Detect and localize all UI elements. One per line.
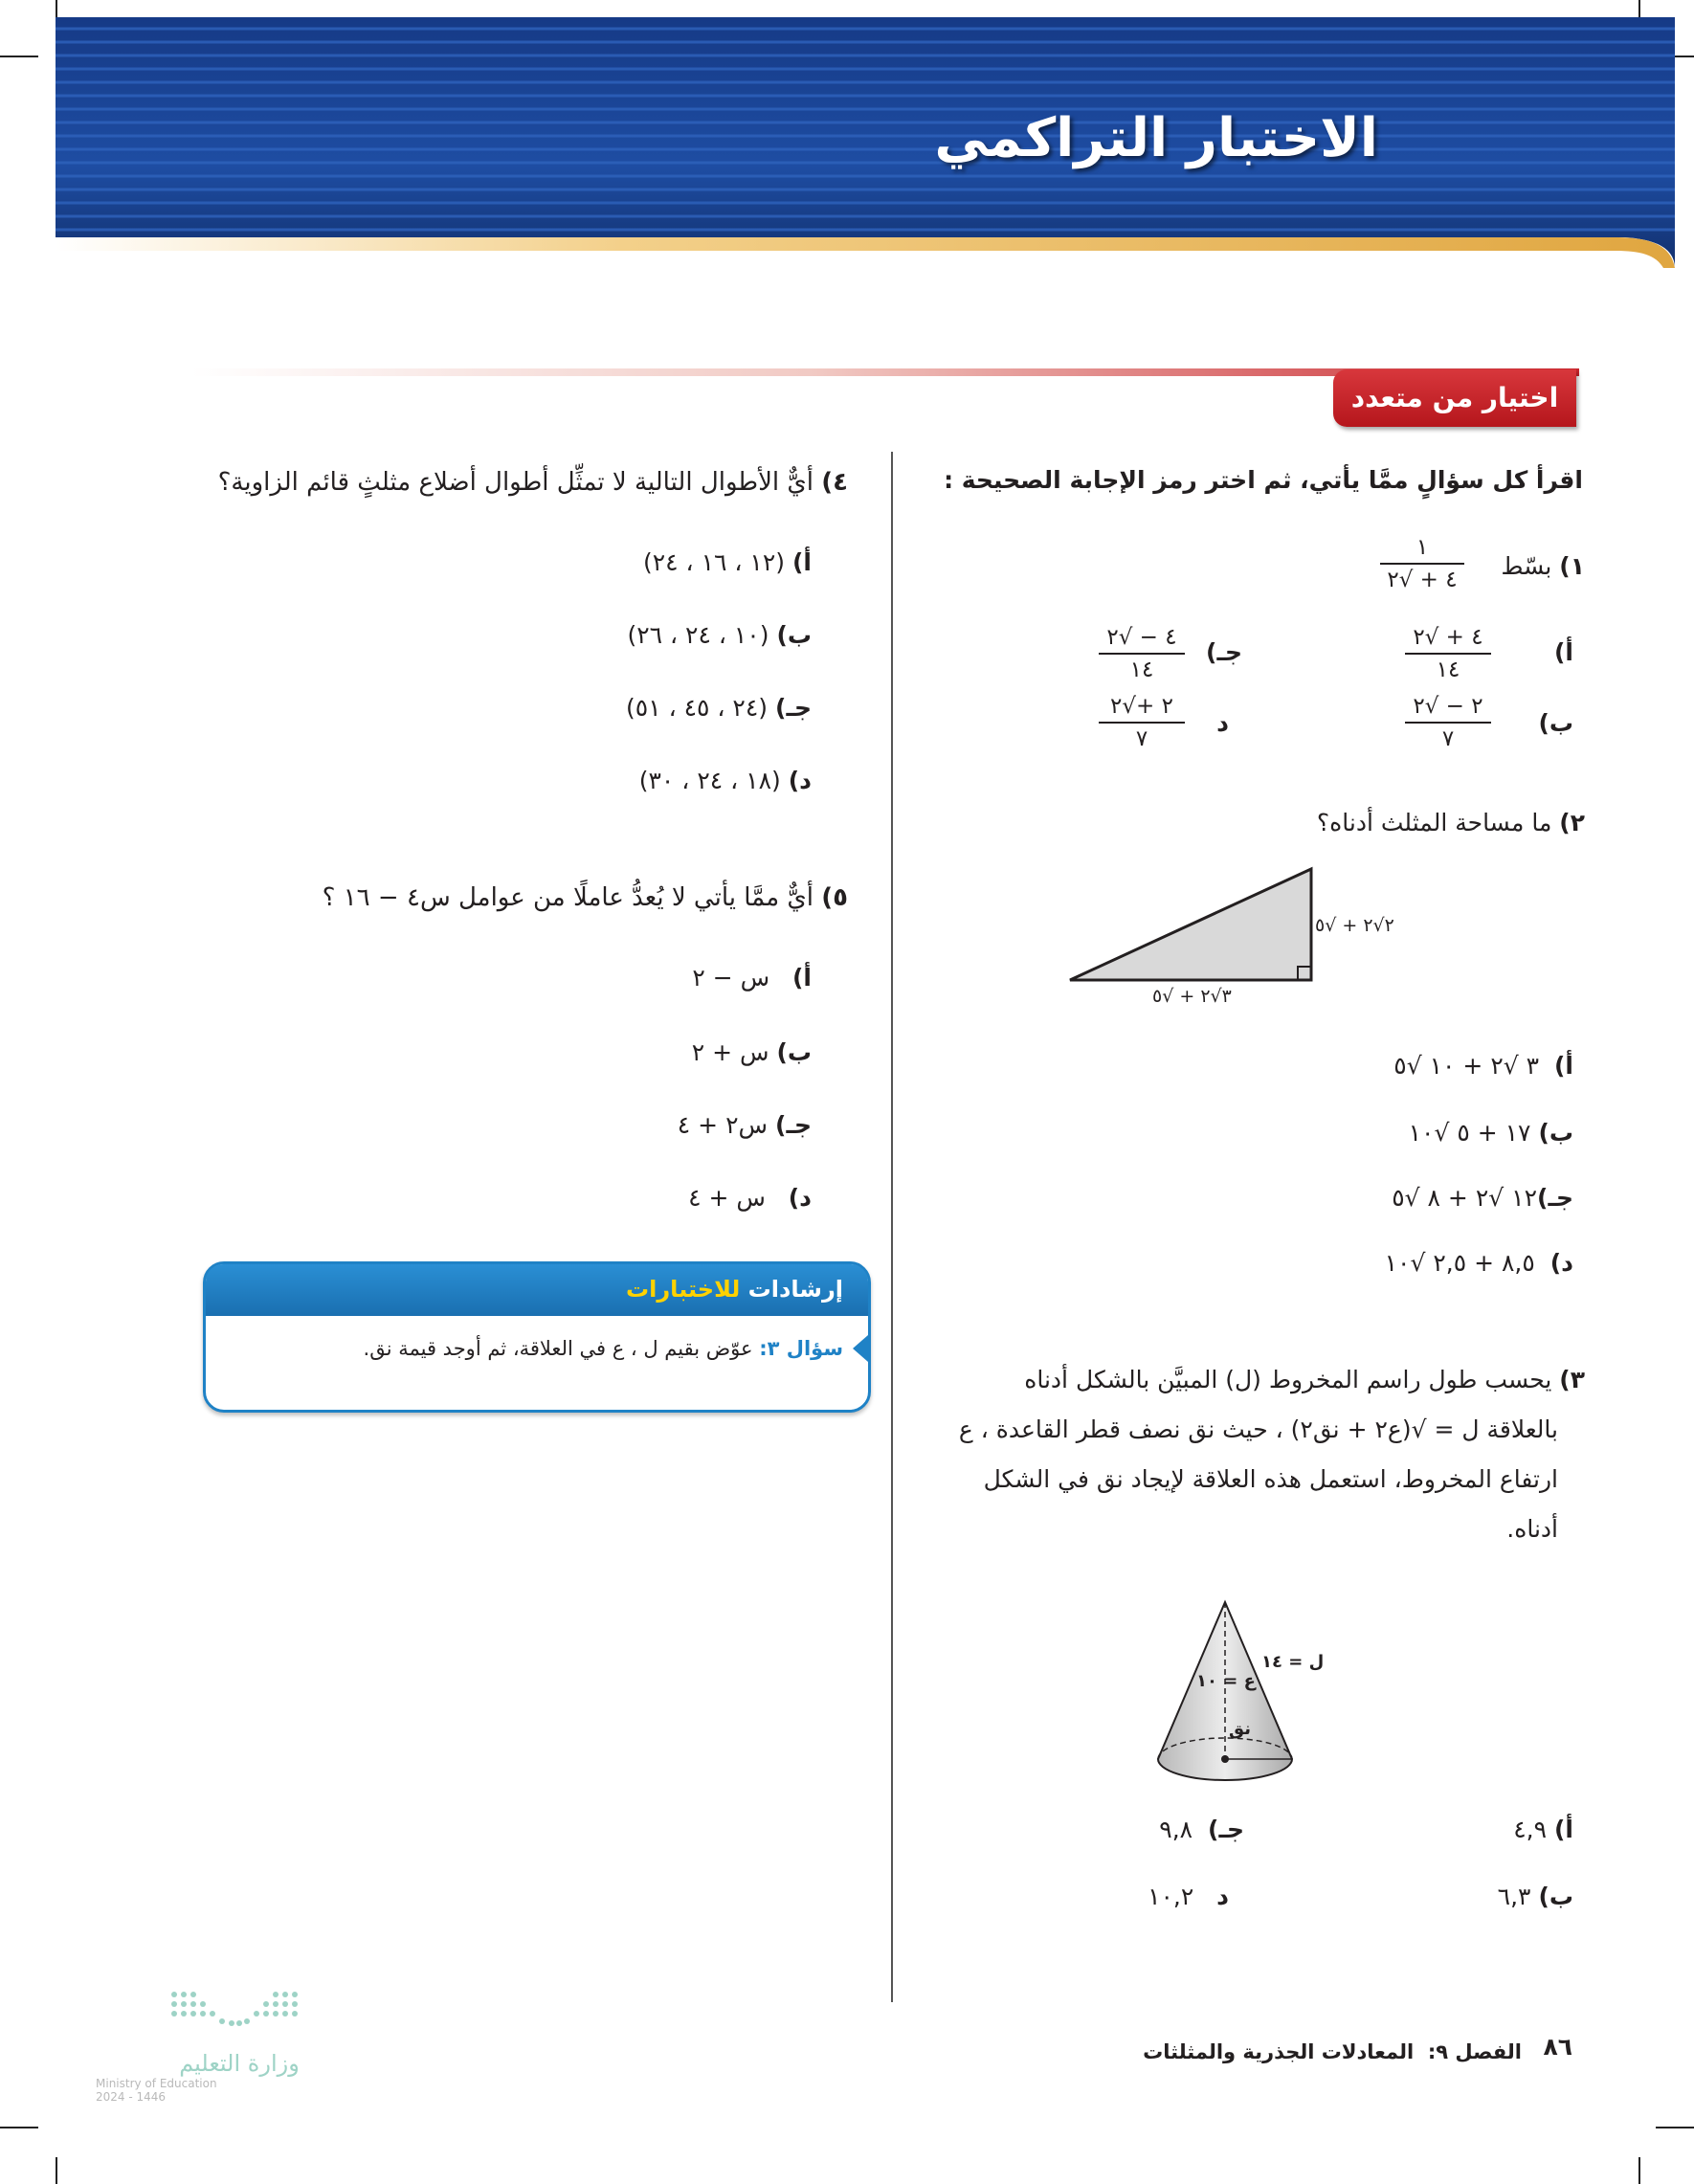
crop-mark <box>0 56 38 57</box>
q3-line: بالعلاقة ل = √(ع٢ + نق٢) ، حيث نق نصف قطر القاعدة ، ع <box>958 1415 1558 1443</box>
q3-number: ٣ <box>1570 1366 1585 1393</box>
q2-stem: ٢) ما مساحة المثلث أدناه؟ <box>1316 809 1585 836</box>
page-title: الاختبار التراكمي <box>934 107 1378 169</box>
q1-option-b-label[interactable]: ب) <box>1538 709 1573 737</box>
section-tag: اختيار من متعدد <box>1333 369 1576 427</box>
cone-radius-label: نق <box>1229 1719 1251 1739</box>
crop-mark <box>1638 2157 1640 2184</box>
q3-line: أدناه. <box>1506 1515 1558 1543</box>
ministry-logo <box>96 1985 316 2104</box>
q3-option-d[interactable]: د ١٠,٢ <box>1148 1883 1229 1910</box>
tips-question-label: سؤال ٣: <box>759 1337 843 1360</box>
ministry-year: 2024 - 1446 <box>96 2090 167 2104</box>
q3-option-c[interactable]: جـ) ٩,٨ <box>1159 1816 1244 1843</box>
q2-option-c[interactable]: جـ)١٢ √٢ + ٨ √٥ <box>1392 1184 1573 1212</box>
q3-line: يحسب طول راسم المخروط (ل) المبيَّن بالشكل أدناه <box>1024 1366 1552 1393</box>
q4-option-a[interactable]: أ) (١٢ ، ١٦ ، ٢٤) <box>642 548 812 576</box>
q2-text: ما مساحة المثلث أدناه؟ <box>1316 809 1552 836</box>
cone-height-label: ع = ١٠ <box>1196 1671 1256 1691</box>
crop-mark <box>56 2157 57 2184</box>
column-divider <box>891 452 893 2002</box>
q4-option-b[interactable]: ب) (١٠ ، ٢٤ ، ٢٦) <box>627 621 812 649</box>
q1-option-b[interactable]: ٢ − √٢ ٧ <box>1405 693 1491 752</box>
q2-option-b[interactable]: ب) ١٧ + ٥ √١٠ <box>1408 1119 1573 1147</box>
q1-option-c-label[interactable]: جـ) <box>1206 638 1242 666</box>
crop-mark <box>0 2127 38 2128</box>
triangle-height-label: ٢√٢ + √٥ <box>1315 915 1394 936</box>
cone-slant-label: ل = ١٤ <box>1261 1652 1325 1672</box>
q1-stem: ١) بسّط <box>1501 552 1585 580</box>
ministry-name-en: Ministry of Education <box>96 2077 217 2090</box>
q5-option-b[interactable]: ب) س + ٢ <box>691 1038 812 1066</box>
q2-option-d[interactable]: د) ٨,٥ + ٢,٥ √١٠ <box>1384 1249 1573 1277</box>
test-tips-title: إرشادات للاختبارات <box>206 1264 868 1316</box>
q1-expr-numerator: ١ <box>1415 535 1429 560</box>
footer-chapter: الفصل ٩: المعادلات الجذرية والمثلثات <box>1143 2040 1522 2063</box>
q5-option-a[interactable]: أ) س − ٢ <box>692 964 812 992</box>
q1-expr-denominator: ٤ + √٢ <box>1387 568 1458 592</box>
q5-text: أيٌّ ممَّا يأتي لا يُعدُّ عاملًا من عوامل س٤ − ١٦ ؟ <box>322 883 814 912</box>
q4-text: أيٌّ الأطوال التالية لا تمثِّل أطوال أضلاع مثلثٍ قائم الزاوية؟ <box>217 468 814 497</box>
q3-option-a[interactable]: أ) ٤,٩ <box>1513 1816 1573 1843</box>
q4-option-c[interactable]: جـ) (٢٤ ، ٤٥ ، ٥١) <box>626 694 812 722</box>
q1-text: بسّط <box>1501 552 1552 580</box>
tips-text: عوّض بقيم ل ، ع في العلاقة، ثم أوجد قيمة نق. <box>363 1337 753 1360</box>
q5-number: ٥ <box>833 883 848 912</box>
triangle-base-label: ٣√٢ + √٥ <box>1152 986 1232 1007</box>
q5-option-c[interactable]: جـ) س٢ + ٤ <box>677 1111 812 1139</box>
q2-option-a[interactable]: أ) ٣ √٢ + ١٠ √٥ <box>1393 1052 1573 1080</box>
q4-number: ٤ <box>833 468 848 497</box>
tips-content <box>364 1331 843 1366</box>
page-number: ٨٦ <box>1543 2033 1572 2061</box>
q2-number: ٢ <box>1570 809 1585 836</box>
crop-mark <box>1656 2127 1694 2128</box>
q1-option-d-label[interactable]: د <box>1216 709 1229 737</box>
q1-option-a[interactable]: ٤ + √٢ ١٤ <box>1405 624 1491 683</box>
q4-option-d[interactable]: د) (١٨ ، ٢٤ ، ٣٠) <box>638 767 812 794</box>
q4-stem: ٤) أيٌّ الأطوال التالية لا تمثِّل أطوال أضلاع مثلثٍ قائم الزاوية؟ <box>217 468 848 497</box>
q5-option-d[interactable]: د) س + ٤ <box>688 1184 812 1212</box>
ministry-name-ar: وزارة التعليم <box>179 2050 300 2077</box>
q3-option-b[interactable]: ب) ٦,٣ <box>1497 1883 1573 1910</box>
instructions: اقرأ كل سؤالٍ ممَّا يأتي، ثم اختر رمز الإجابة الصحيحة : <box>944 466 1583 494</box>
q1-expression <box>1380 534 1464 593</box>
q1-option-c[interactable]: ٤ − √٢ ١٤ <box>1099 624 1185 683</box>
tips-pointer-icon <box>853 1335 868 1362</box>
q1-number: ١ <box>1570 552 1585 580</box>
q1-option-a-label[interactable]: أ) <box>1553 638 1573 666</box>
q3-line: ارتفاع المخروط، استعمل هذه العلاقة لإيجاد نق في الشكل <box>983 1465 1558 1493</box>
ministry-logo-icon <box>163 1985 316 2042</box>
test-tips-box <box>203 1261 871 1413</box>
q1-option-d[interactable]: ٢ +√٢ ٧ <box>1099 693 1185 752</box>
q5-stem: ٥) أيٌّ ممَّا يأتي لا يُعدُّ عاملًا من عوامل س٤ − ١٦ ؟ <box>322 883 848 912</box>
header-banner <box>56 17 1675 268</box>
q3-stem: ٣) يحسب طول راسم المخروط (ل) المبيَّن بالشكل أدناه بالعلاقة ل = √(ع٢ + نق٢) ، حيث نق نصف قطر القاعدة ، ع ارتفاع المخروط، استعمل هذه العلاقة لإيجاد نق في الشكل أدناه. <box>959 1355 1585 1554</box>
